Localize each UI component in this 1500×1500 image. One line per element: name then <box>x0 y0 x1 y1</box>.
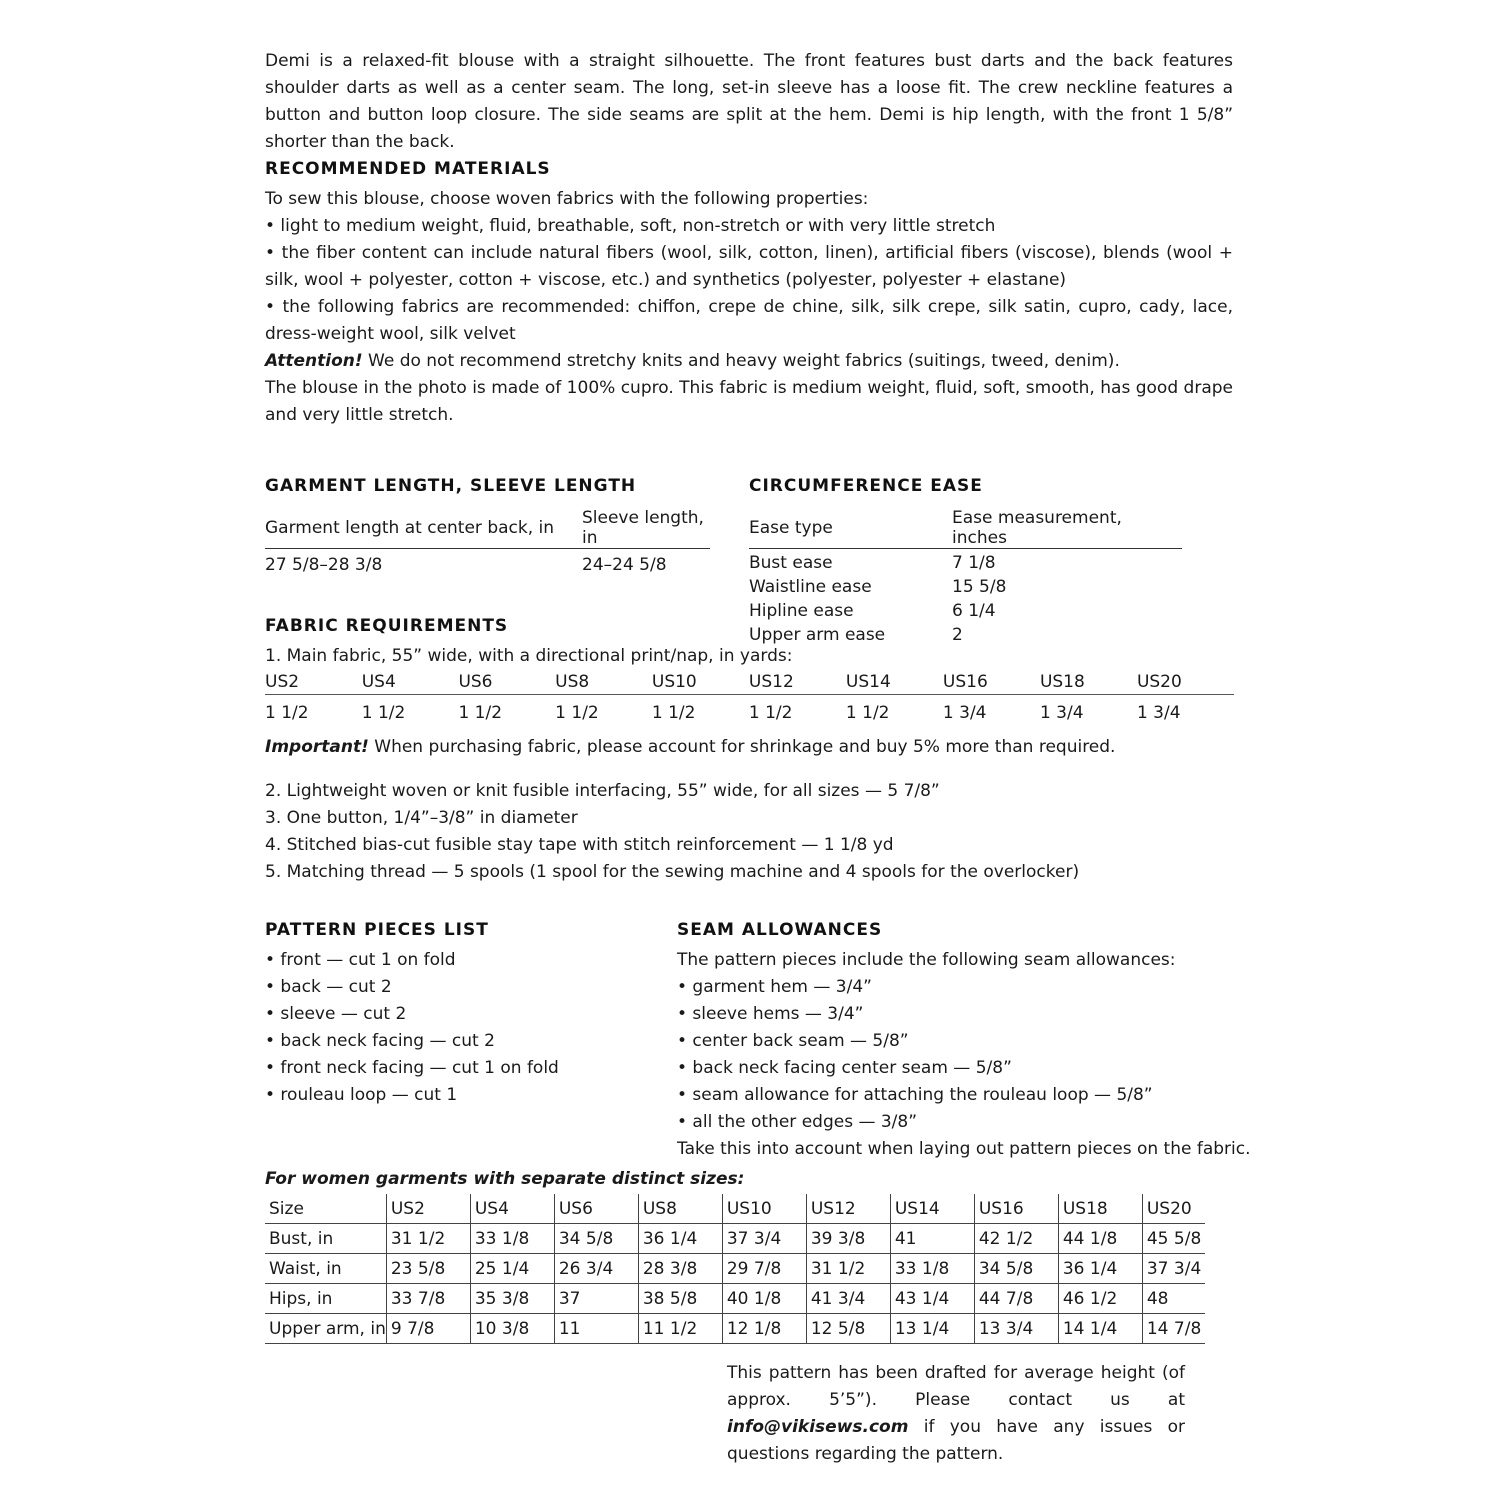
size-chart-caption: For women garments with separate distinct sizes: <box>265 1169 745 1189</box>
size-chart-table <box>265 1194 1205 1344</box>
size-cell: 37 <box>554 1284 638 1314</box>
row-label: Waist, in <box>265 1254 386 1284</box>
seam-item: • sleeve hems — 3/4” <box>677 1004 864 1024</box>
ease-type: Upper arm ease <box>749 625 886 645</box>
size-chart-row <box>265 1284 1205 1314</box>
size-cell: 12 1/8 <box>722 1314 806 1344</box>
size-header-cell: Size <box>265 1194 386 1224</box>
size-chart-section <box>265 1166 1205 1344</box>
ease-type-col-header: Ease type <box>749 508 952 549</box>
garment-length-table <box>265 508 710 575</box>
piece-item: • sleeve — cut 2 <box>265 1004 407 1024</box>
size-header-cell: US2 <box>386 1194 470 1224</box>
fabric-yards: 1 3/4 <box>1039 703 1084 723</box>
main-fabric-label: 1. Main fabric, 55” wide, with a directional print/nap, in yards: <box>265 646 793 666</box>
size-cell: 44 7/8 <box>974 1284 1058 1314</box>
fabric-heading: FABRIC REQUIREMENTS <box>265 616 509 636</box>
size-cell: 28 3/8 <box>638 1254 722 1284</box>
materials-lead: To sew this blouse, choose woven fabrics with the following properties: <box>265 189 869 209</box>
fabric-yards: 1 3/4 <box>1136 703 1181 723</box>
size-header-cell: US16 <box>974 1194 1058 1224</box>
fabric-size: US18 <box>1040 670 1137 695</box>
size-cell: 31 1/2 <box>386 1224 470 1254</box>
size-cell: 34 5/8 <box>554 1224 638 1254</box>
size-cell: 42 1/2 <box>974 1224 1058 1254</box>
sleeve-length-col-header: Sleeve length, in <box>582 508 710 549</box>
size-cell: 9 7/8 <box>386 1314 470 1344</box>
ease-row <box>749 573 1182 597</box>
fabric-yards: 1 3/4 <box>942 703 987 723</box>
seams-section <box>677 920 1251 1163</box>
size-cell: 45 5/8 <box>1142 1224 1205 1254</box>
size-cell: 34 5/8 <box>974 1254 1058 1284</box>
size-header-cell: US14 <box>890 1194 974 1224</box>
size-cell: 37 3/4 <box>722 1224 806 1254</box>
fabric-item: 2. Lightweight woven or knit fusible interfacing, 55” wide, for all sizes — 5 7/8” <box>265 781 940 801</box>
size-cell: 40 1/8 <box>722 1284 806 1314</box>
size-header-cell: US12 <box>806 1194 890 1224</box>
size-cell: 37 3/4 <box>1142 1254 1205 1284</box>
materials-bullet: • the following fabrics are recommended: chiffon, crepe de chine, silk, silk crepe, silk satin, cupro, cady, lace, dress-weight wool, silk velvet <box>265 297 1233 344</box>
seam-item: • center back seam — 5/8” <box>677 1031 909 1051</box>
attention-note <box>265 348 1233 375</box>
materials-section <box>265 159 1233 429</box>
fabric-size: US6 <box>458 670 555 695</box>
ease-value: 2 <box>952 625 963 645</box>
fabric-yards: 1 1/2 <box>458 703 503 723</box>
seams-heading: SEAM ALLOWANCES <box>677 920 883 940</box>
fabric-size: US2 <box>265 670 362 695</box>
size-cell: 48 <box>1142 1284 1205 1314</box>
fabric-yards: 1 1/2 <box>361 703 406 723</box>
seam-item: • seam allowance for attaching the rouleau loop — 5/8” <box>677 1085 1153 1105</box>
size-cell: 23 5/8 <box>386 1254 470 1284</box>
row-label: Hips, in <box>265 1284 386 1314</box>
garment-length-heading: GARMENT LENGTH, SLEEVE LENGTH <box>265 476 637 496</box>
fabric-yards: 1 1/2 <box>265 703 309 723</box>
size-cell: 36 1/4 <box>638 1224 722 1254</box>
ease-value: 15 5/8 <box>952 577 1007 597</box>
fabric-size: US14 <box>846 670 943 695</box>
size-cell: 39 3/8 <box>806 1224 890 1254</box>
fabric-size: US20 <box>1137 670 1234 695</box>
seam-item: • all the other edges — 3/8” <box>677 1112 918 1132</box>
size-cell: 25 1/4 <box>470 1254 554 1284</box>
important-label: Important! <box>265 737 369 757</box>
row-label: Bust, in <box>265 1224 386 1254</box>
size-cell: 11 <box>554 1314 638 1344</box>
seams-footer: Take this into account when laying out pattern pieces on the fabric. <box>677 1139 1251 1159</box>
size-cell: 33 7/8 <box>386 1284 470 1314</box>
sleeve-length-value: 24–24 5/8 <box>582 555 667 575</box>
ease-type: Waistline ease <box>749 577 872 597</box>
important-text: When purchasing fabric, please account for shrinkage and buy 5% more than required. <box>368 737 1116 757</box>
pieces-section <box>265 920 559 1109</box>
size-cell: 29 7/8 <box>722 1254 806 1284</box>
size-header-cell: US20 <box>1142 1194 1205 1224</box>
size-cell: 11 1/2 <box>638 1314 722 1344</box>
fabric-size: US4 <box>362 670 459 695</box>
footer-note <box>727 1360 1185 1468</box>
ease-type: Bust ease <box>749 553 833 573</box>
ease-value: 6 1/4 <box>952 601 996 621</box>
size-cell: 31 1/2 <box>806 1254 890 1284</box>
size-cell: 10 3/8 <box>470 1314 554 1344</box>
size-header-cell: US18 <box>1058 1194 1142 1224</box>
size-header-cell: US6 <box>554 1194 638 1224</box>
piece-item: • front — cut 1 on fold <box>265 950 456 970</box>
fabric-item: 4. Stitched bias-cut fusible stay tape with stitch reinforcement — 1 1/8 yd <box>265 835 894 855</box>
fabric-yards: 1 1/2 <box>748 703 793 723</box>
footer-note-text: This pattern has been drafted for average height (of approx. 5’5”). Please contact us at <box>727 1363 1185 1410</box>
intro-paragraph: Demi is a relaxed-fit blouse with a straight silhouette. The front features bust darts and the back features shoulder darts as well as a center seam. The long, set-in sleeve has a loose fit. The crew neckline features a button and button loop closure. The side seams are split at the hem. Demi is hip length, with the front 1 5/8” shorter than the back. <box>265 51 1233 152</box>
row-label: Upper arm, in <box>265 1314 386 1344</box>
size-header-cell: US10 <box>722 1194 806 1224</box>
garment-length-col-header: Garment length at center back, in <box>265 508 582 549</box>
important-note <box>265 734 1234 761</box>
size-cell: 44 1/8 <box>1058 1224 1142 1254</box>
fabric-yards: 1 1/2 <box>651 703 696 723</box>
size-chart-row <box>265 1314 1205 1344</box>
size-header-cell: US8 <box>638 1194 722 1224</box>
materials-heading: RECOMMENDED MATERIALS <box>265 159 551 179</box>
ease-type: Hipline ease <box>749 601 854 621</box>
materials-bullet: • light to medium weight, fluid, breathable, soft, non-stretch or with very little stretch <box>265 216 996 236</box>
pieces-heading: PATTERN PIECES LIST <box>265 920 489 940</box>
fabric-item: 3. One button, 1/4”–3/8” in diameter <box>265 808 578 828</box>
size-cell: 35 3/8 <box>470 1284 554 1314</box>
fabric-size: US10 <box>652 670 749 695</box>
fabric-table <box>265 670 1234 731</box>
fabric-section <box>265 616 1234 886</box>
garment-length-value: 27 5/8–28 3/8 <box>265 555 383 575</box>
materials-bullet: • the fiber content can include natural fibers (wool, silk, cotton, linen), artificial fibers (viscose), blends (wool + silk, wool + polyester, cotton + viscose, etc.) and synthetics (polyester, polyester + elastane) <box>265 243 1233 290</box>
size-cell: 46 1/2 <box>1058 1284 1142 1314</box>
fabric-item: 5. Matching thread — 5 spools (1 spool for the sewing machine and 4 spools for the overlocker) <box>265 862 1080 882</box>
size-cell: 14 1/4 <box>1058 1314 1142 1344</box>
fabric-size: US12 <box>749 670 846 695</box>
ease-heading: CIRCUMFERENCE EASE <box>749 476 983 496</box>
size-cell: 41 3/4 <box>806 1284 890 1314</box>
piece-item: • front neck facing — cut 1 on fold <box>265 1058 559 1078</box>
piece-item: • rouleau loop — cut 1 <box>265 1085 458 1105</box>
size-cell: 38 5/8 <box>638 1284 722 1314</box>
size-cell: 14 7/8 <box>1142 1314 1205 1344</box>
fabric-size: US8 <box>555 670 652 695</box>
size-chart-row <box>265 1224 1205 1254</box>
seam-item: • garment hem — 3/4” <box>677 977 872 997</box>
piece-item: • back — cut 2 <box>265 977 392 997</box>
contact-email-link[interactable]: info@vikisews.com <box>727 1417 909 1437</box>
garment-length-section <box>265 476 710 575</box>
size-cell: 13 3/4 <box>974 1314 1058 1344</box>
piece-item: • back neck facing — cut 2 <box>265 1031 495 1051</box>
seam-item: • back neck facing center seam — 5/8” <box>677 1058 1012 1078</box>
size-cell: 41 <box>890 1224 974 1254</box>
ease-measurement-col-header: Ease measurement, inches <box>952 508 1182 549</box>
fabric-yards: 1 1/2 <box>845 703 890 723</box>
size-header-cell: US4 <box>470 1194 554 1224</box>
ease-row <box>749 549 1182 574</box>
fabric-yards: 1 1/2 <box>555 703 599 723</box>
size-cell: 26 3/4 <box>554 1254 638 1284</box>
size-cell: 33 1/8 <box>470 1224 554 1254</box>
size-chart-header-row <box>265 1194 1205 1224</box>
footer-note-text-end: if you have any issues or questions regarding the pattern. <box>727 1417 1185 1464</box>
seams-lead: The pattern pieces include the following seam allowances: <box>677 950 1176 970</box>
photo-note: The blouse in the photo is made of 100% cupro. This fabric is medium weight, fluid, soft, smooth, has good drape and very little stretch. <box>265 378 1233 425</box>
ease-value: 7 1/8 <box>952 553 996 573</box>
size-cell: 33 1/8 <box>890 1254 974 1284</box>
size-chart-row <box>265 1254 1205 1284</box>
attention-label: Attention! <box>265 351 363 371</box>
size-cell: 13 1/4 <box>890 1314 974 1344</box>
attention-text: We do not recommend stretchy knits and heavy weight fabrics (suitings, tweed, denim). <box>362 351 1120 371</box>
size-cell: 12 5/8 <box>806 1314 890 1344</box>
size-cell: 36 1/4 <box>1058 1254 1142 1284</box>
fabric-size: US16 <box>943 670 1040 695</box>
size-cell: 43 1/4 <box>890 1284 974 1314</box>
